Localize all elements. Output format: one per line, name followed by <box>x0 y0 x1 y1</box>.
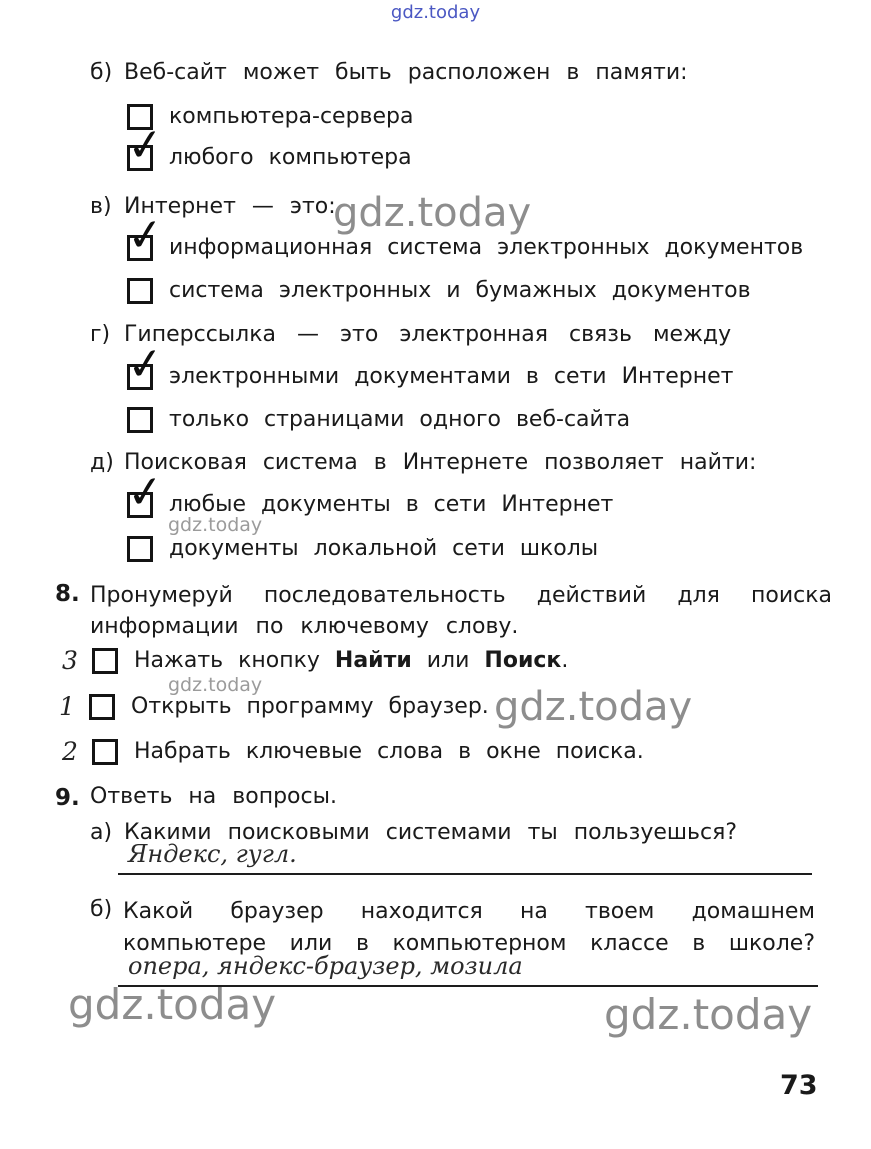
task8-text-line1: Пронумеруй последовательность действий для поиска <box>90 583 832 608</box>
watermark-top: gdz.today <box>390 2 481 23</box>
item-text-bold2: Поиск <box>484 648 562 673</box>
answer-option <box>127 406 630 433</box>
option-label: любого компьютера <box>169 145 412 170</box>
question-text: Поисковая система в Интернете позволяет найти: <box>124 450 757 475</box>
answer-field-9a[interactable] <box>118 840 812 875</box>
handwritten-answer: опера, яндекс-браузер, мозила <box>128 952 523 980</box>
handwritten-order-number: 2 <box>62 737 78 766</box>
answer-field-9b[interactable] <box>118 952 818 987</box>
question-d <box>90 450 756 475</box>
item-text-bold1: Найти <box>334 648 412 673</box>
question-letter: в) <box>90 194 112 219</box>
checkbox[interactable] <box>127 235 153 261</box>
question-text-line1: Какой браузер находится на твоем домашнем <box>123 899 815 924</box>
question-text: Интернет — это: <box>124 194 336 219</box>
question-letter: б) <box>90 897 113 922</box>
handwritten-order-number: 3 <box>62 646 78 675</box>
item-text-pre: Открыть программу браузер. <box>131 694 489 719</box>
question-letter: а) <box>90 820 113 845</box>
question-text-line2: компьютере или в компьютерном классе в школе? <box>123 930 815 956</box>
question-text: Веб-сайт может быть расположен в памяти: <box>124 60 688 85</box>
watermark-bottom-right: gdz.today <box>604 990 813 1039</box>
watermark-bottom-left: gdz.today <box>68 980 277 1029</box>
checkbox[interactable] <box>92 648 118 674</box>
checkmark-icon <box>125 212 166 260</box>
option-label: электронными документами в сети Интернет <box>169 364 734 389</box>
option-label: любые документы в сети Интернет <box>169 492 614 517</box>
answer-option <box>127 277 751 304</box>
question-b <box>90 60 688 85</box>
sequence-item <box>55 646 568 675</box>
task8-text-line2: информации по ключевому слову. <box>90 614 519 640</box>
checkbox[interactable] <box>92 739 118 765</box>
sequence-item-text <box>134 648 568 673</box>
question-letter: г) <box>90 322 111 347</box>
answer-option <box>127 491 613 518</box>
question-letter: б) <box>90 60 113 85</box>
item-text-mid: или <box>411 648 485 673</box>
watermark-small-2: gdz.today <box>168 674 263 696</box>
sequence-item-text <box>134 739 644 764</box>
checkbox[interactable] <box>127 536 153 562</box>
sequence-item-text <box>131 694 489 719</box>
checkmark-icon <box>125 341 166 389</box>
answer-option <box>127 535 598 562</box>
watermark-section-v: gdz.today <box>333 190 532 236</box>
question-text: Гиперссылка — это электронная связь между <box>124 322 732 347</box>
question-letter: д) <box>90 450 114 475</box>
answer-option <box>127 103 414 130</box>
handwritten-order-number: 1 <box>59 692 75 721</box>
checkbox[interactable] <box>127 407 153 433</box>
task9-number: 9. <box>55 785 80 811</box>
task9-title: Ответь на вопросы. <box>90 784 337 809</box>
answer-option <box>127 363 734 390</box>
checkmark-icon <box>125 469 166 517</box>
checkbox[interactable] <box>127 492 153 518</box>
item-text-pre: Набрать ключевые слова в окне поиска. <box>134 739 644 764</box>
checkbox[interactable] <box>127 145 153 171</box>
question-9b <box>123 896 815 960</box>
sequence-item <box>55 737 644 766</box>
task8-number: 8. <box>55 581 80 607</box>
option-label: только страницами одного веб-сайта <box>169 407 631 432</box>
checkbox[interactable] <box>127 278 153 304</box>
sequence-item <box>52 692 489 721</box>
watermark-large-mid: gdz.today <box>494 684 693 730</box>
handwritten-answer: Яндекс, гугл. <box>128 840 297 868</box>
answer-option <box>127 144 412 171</box>
watermark-small-1: gdz.today <box>168 514 263 536</box>
item-text-post: . <box>561 648 569 673</box>
checkbox[interactable] <box>127 364 153 390</box>
option-label: система электронных и бумажных документов <box>169 278 751 303</box>
task8-text <box>90 580 832 642</box>
answer-option <box>127 234 803 261</box>
option-label: информационная система электронных документов <box>169 235 804 260</box>
page-number: 73 <box>780 1070 818 1101</box>
option-label: документы локальной сети школы <box>169 536 599 561</box>
question-g <box>90 322 731 347</box>
question-text: Какими поисковыми системами ты пользуешься? <box>124 820 737 845</box>
item-text-pre: Нажать кнопку <box>134 648 335 673</box>
checkbox[interactable] <box>89 694 115 720</box>
checkmark-icon <box>125 122 166 170</box>
task9-text <box>90 784 337 809</box>
option-label: компьютера-сервера <box>169 104 414 129</box>
